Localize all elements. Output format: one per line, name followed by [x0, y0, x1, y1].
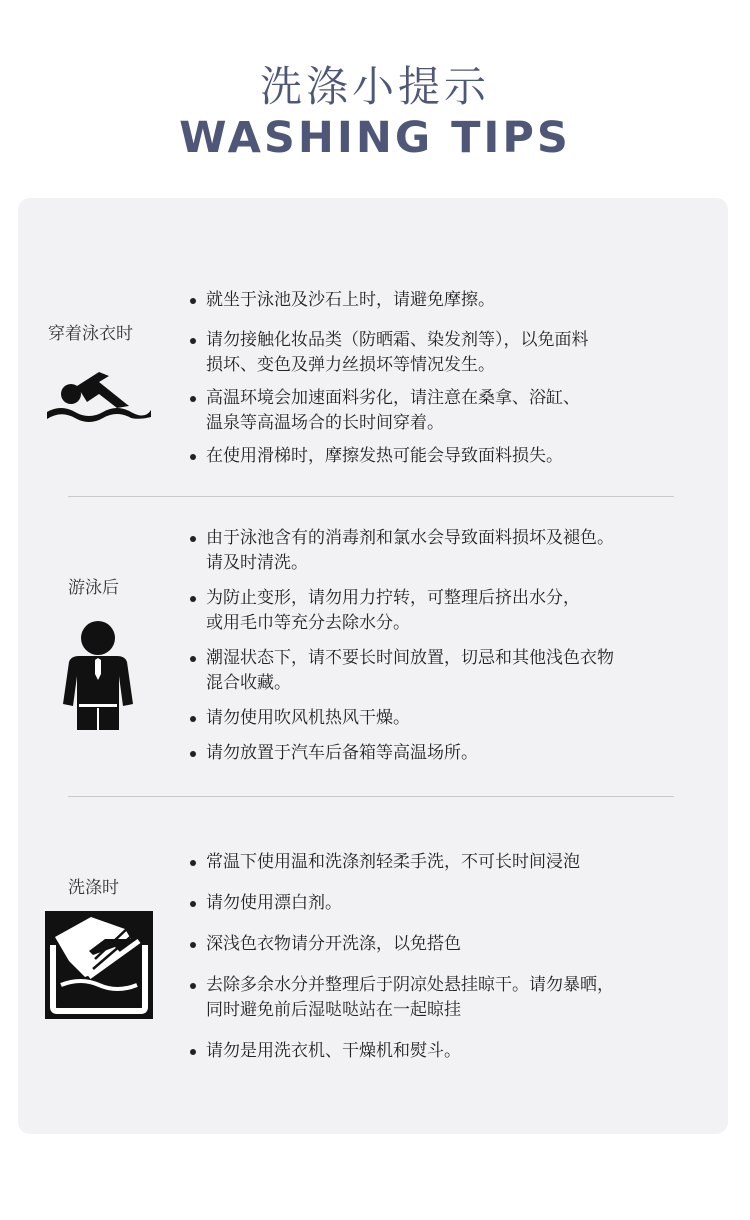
list-item: 请勿放置于汽车后备箱等高温场所。	[190, 741, 710, 766]
list-item: 请勿使用吹风机热风干燥。	[190, 706, 710, 731]
page-title-en: WASHING TIPS	[179, 113, 571, 163]
list-item: 在使用滑梯时，摩擦发热可能会导致面料损失。	[190, 444, 710, 469]
list-item: 为防止变形，请勿用力拧转，可整理后挤出水分， 或用毛巾等充分去除水分。	[190, 586, 710, 636]
list-item: 去除多余水分并整理后于阴凉处悬挂晾干。请勿暴晒， 同时避免前后湿哒哒站在一起晾挂	[190, 973, 710, 1023]
section-label: 穿着泳衣时	[48, 324, 133, 344]
hand-wash-icon	[45, 911, 153, 1023]
divider	[68, 496, 674, 497]
divider	[68, 796, 674, 797]
section-label: 洗涤时	[68, 878, 119, 898]
list-item: 潮湿状态下，请不要长时间放置，切忌和其他浅色衣物 混合收藏。	[190, 646, 710, 696]
tips-list	[190, 526, 710, 766]
list-item: 请勿使用漂白剂。	[190, 891, 710, 916]
section-washing	[18, 798, 728, 1128]
list-item: 常温下使用温和洗涤剂轻柔手洗，不可长时间浸泡	[190, 850, 710, 875]
section-label: 游泳后	[68, 578, 119, 598]
section-after-swimming	[18, 498, 728, 796]
list-item: 高温环境会加速面料劣化，请注意在桑拿、浴缸、 温泉等高温场合的长时间穿着。	[190, 386, 710, 436]
section-wearing	[18, 198, 728, 498]
page-title-cn: 洗涤小提示	[259, 62, 490, 111]
tips-list	[190, 850, 710, 1064]
tips-list	[190, 288, 710, 469]
tips-card	[18, 198, 728, 1134]
person-icon	[61, 616, 135, 736]
list-item: 由于泳池含有的消毒剂和氯水会导致面料损坏及褪色。 请及时清洗。	[190, 526, 710, 576]
list-item: 深浅色衣物请分开洗涤，以免搭色	[190, 932, 710, 957]
list-item: 就坐于泳池及沙石上时，请避免摩擦。	[190, 288, 710, 313]
list-item: 请勿接触化妆品类（防晒霜、染发剂等），以免面料 损坏、变色及弹力丝损坏等情况发生。	[190, 328, 710, 378]
swimmer-icon	[43, 366, 153, 434]
list-item: 请勿是用洗衣机、干燥机和熨斗。	[190, 1039, 710, 1064]
